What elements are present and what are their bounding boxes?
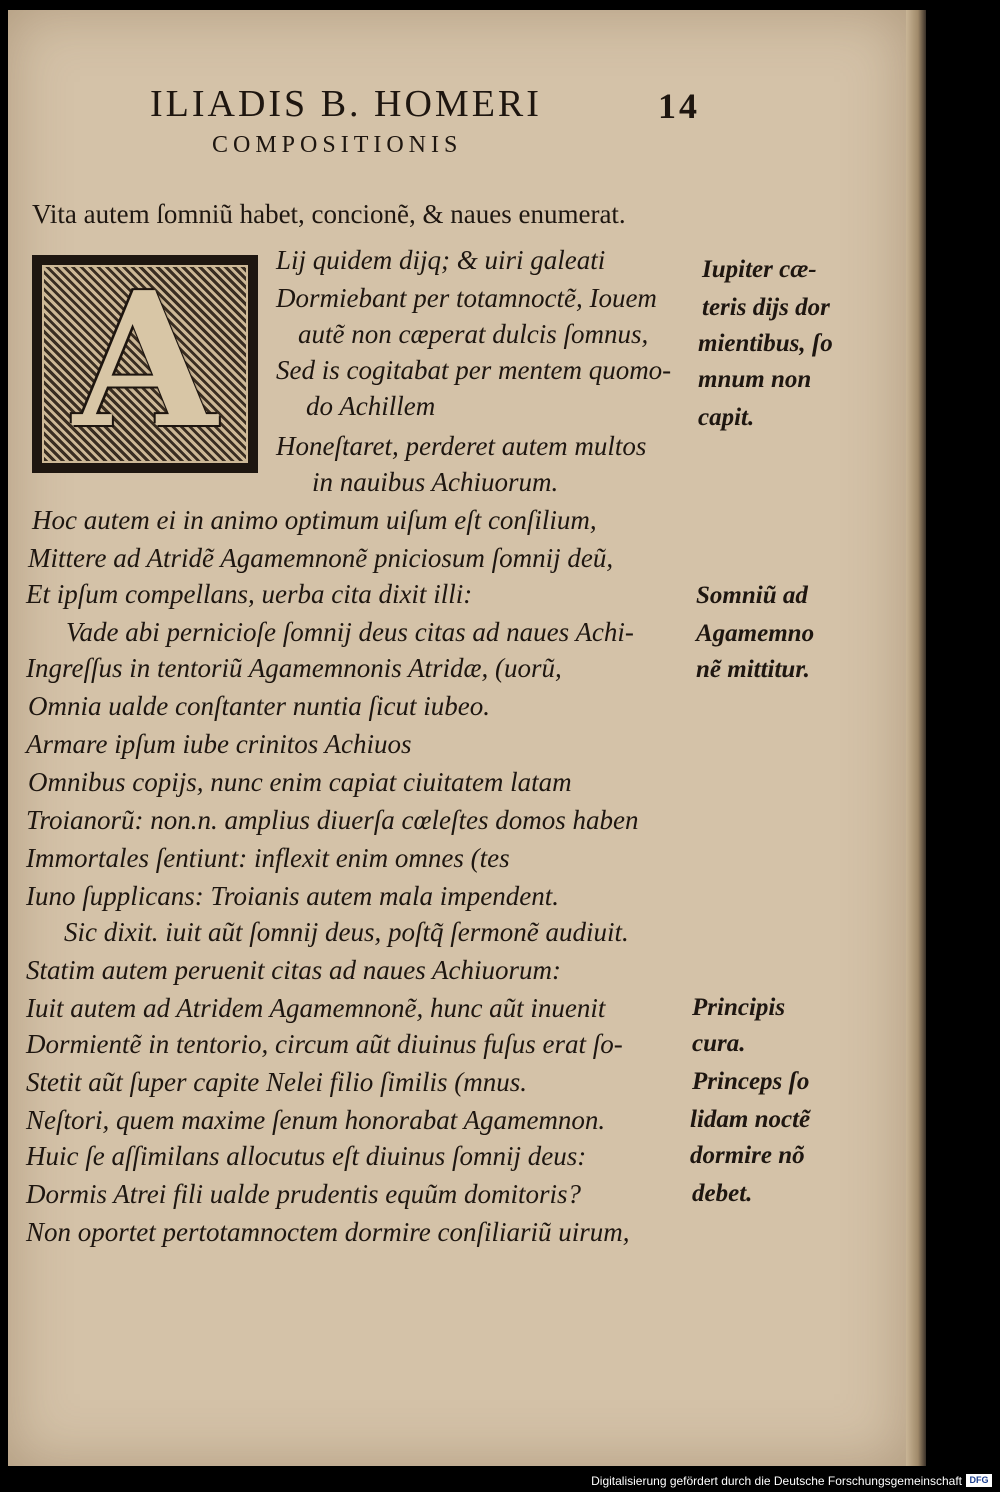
dfg-logo: DFG [966, 1474, 992, 1487]
marginal-note-line: capit. [698, 404, 755, 431]
text-line: Statim autem peruenit citas ad naues Achiuorum: [26, 955, 561, 985]
marginal-note-line: lidam noctẽ [690, 1106, 811, 1133]
text-line: Mittere ad Atridẽ Agamemnonẽ pniciosum ſomnij deũ, [28, 543, 614, 573]
text-line: Vade abi pernicioſe ſomnij deus citas ad naues Achi- [66, 617, 634, 647]
running-subtitle: COMPOSITIONIS [212, 132, 463, 158]
text-line: Iuno ſupplicans: Troianis autem mala impendent. [26, 881, 559, 911]
page-number: 14 [658, 86, 700, 126]
marginal-note-line: mnum non [698, 366, 812, 393]
text-line: Troianorũ: non.n. amplius diuerſa cœleſtes domos haben [26, 805, 639, 835]
marginal-note-line: debet. [692, 1180, 753, 1207]
text-line: Dormiebant per totamnoctẽ, Iouem [276, 283, 657, 313]
marginal-note-line: nẽ mittitur. [696, 656, 810, 683]
marginal-note-line: dormire nõ [690, 1142, 805, 1169]
text-line: Ingreſſus in tentoriũ Agamemnonis Atridæ, (uorũ, [26, 653, 562, 683]
initial-letter: A [73, 251, 217, 469]
marginal-note-line: Iupiter cæ- [702, 256, 817, 283]
text-line: do Achillem [306, 391, 436, 421]
decorated-initial [32, 251, 258, 473]
marginal-note-line: Princeps ſo [692, 1068, 810, 1095]
text-line: Huic ſe aſſimilans allocutus eſt diuinus ſomnij deus: [26, 1141, 587, 1171]
marginal-note-line: mientibus, ſo [698, 330, 833, 357]
text-line: Immortales ſentiunt: inflexit enim omnes (tes [26, 843, 510, 873]
marginal-note-line: Principis [692, 994, 786, 1021]
text-line: Omnibus copijs, nunc enim capiat ciuitatem latam [28, 767, 572, 797]
running-title: ILIADIS B. HOMERI [150, 83, 542, 125]
page-edge [906, 10, 926, 1466]
text-line: Honeſtaret, perderet autem multos [276, 431, 647, 461]
text-line: Sic dixit. iuit aũt ſomnij deus, poſtq̃ ſermonẽ audiuit. [64, 917, 629, 947]
text-line: autẽ non cæperat dulcis ſomnus, [298, 319, 649, 349]
text-line: Lij quidem dijq; & uiri galeati [276, 245, 606, 275]
text-line: Iuit autem ad Atridem Agamemnonẽ, hunc aũt inuenit [26, 993, 606, 1023]
text-line: in nauibus Achiuorum. [312, 467, 559, 497]
text-line: Omnia ualde conſtanter nuntia ſicut iubeo. [28, 691, 490, 721]
footer-text: Digitalisierung gefördert durch die Deutsche Forschungsgemeinschaft [591, 1474, 962, 1488]
marginal-note-line: Agamemno [696, 620, 815, 647]
marginal-note-line: cura. [692, 1030, 746, 1057]
text-line: Neſtori, quem maxime ſenum honorabat Agamemnon. [26, 1105, 606, 1135]
text-line: Dormientẽ in tentorio, circum aũt diuinus fuſus erat ſo- [26, 1029, 623, 1059]
marginal-note-line: Somniũ ad [696, 582, 808, 609]
text-line: Dormis Atrei fili ualde prudentis equũm domitoris? [26, 1179, 582, 1209]
text-line: Armare ipſum iube crinitos Achiuos [26, 729, 412, 759]
argument-line: Vita autem ſomniũ habet, concionẽ, & naues enumerat. [32, 199, 626, 229]
text-line: Non oportet pertotamnoctem dormire conſiliariũ uirum, [26, 1217, 630, 1247]
text-line: Sed is cogitabat per mentem quomo- [276, 355, 672, 385]
text-line: Hoc autem ei in animo optimum uiſum eſt conſilium, [32, 505, 597, 535]
marginal-note-line: teris dijs dor [702, 294, 830, 321]
text-line: Et ipſum compellans, uerba cita dixit illi: [26, 579, 473, 609]
text-line: Stetit aũt ſuper capite Nelei filio ſimilis (mnus. [26, 1067, 527, 1097]
